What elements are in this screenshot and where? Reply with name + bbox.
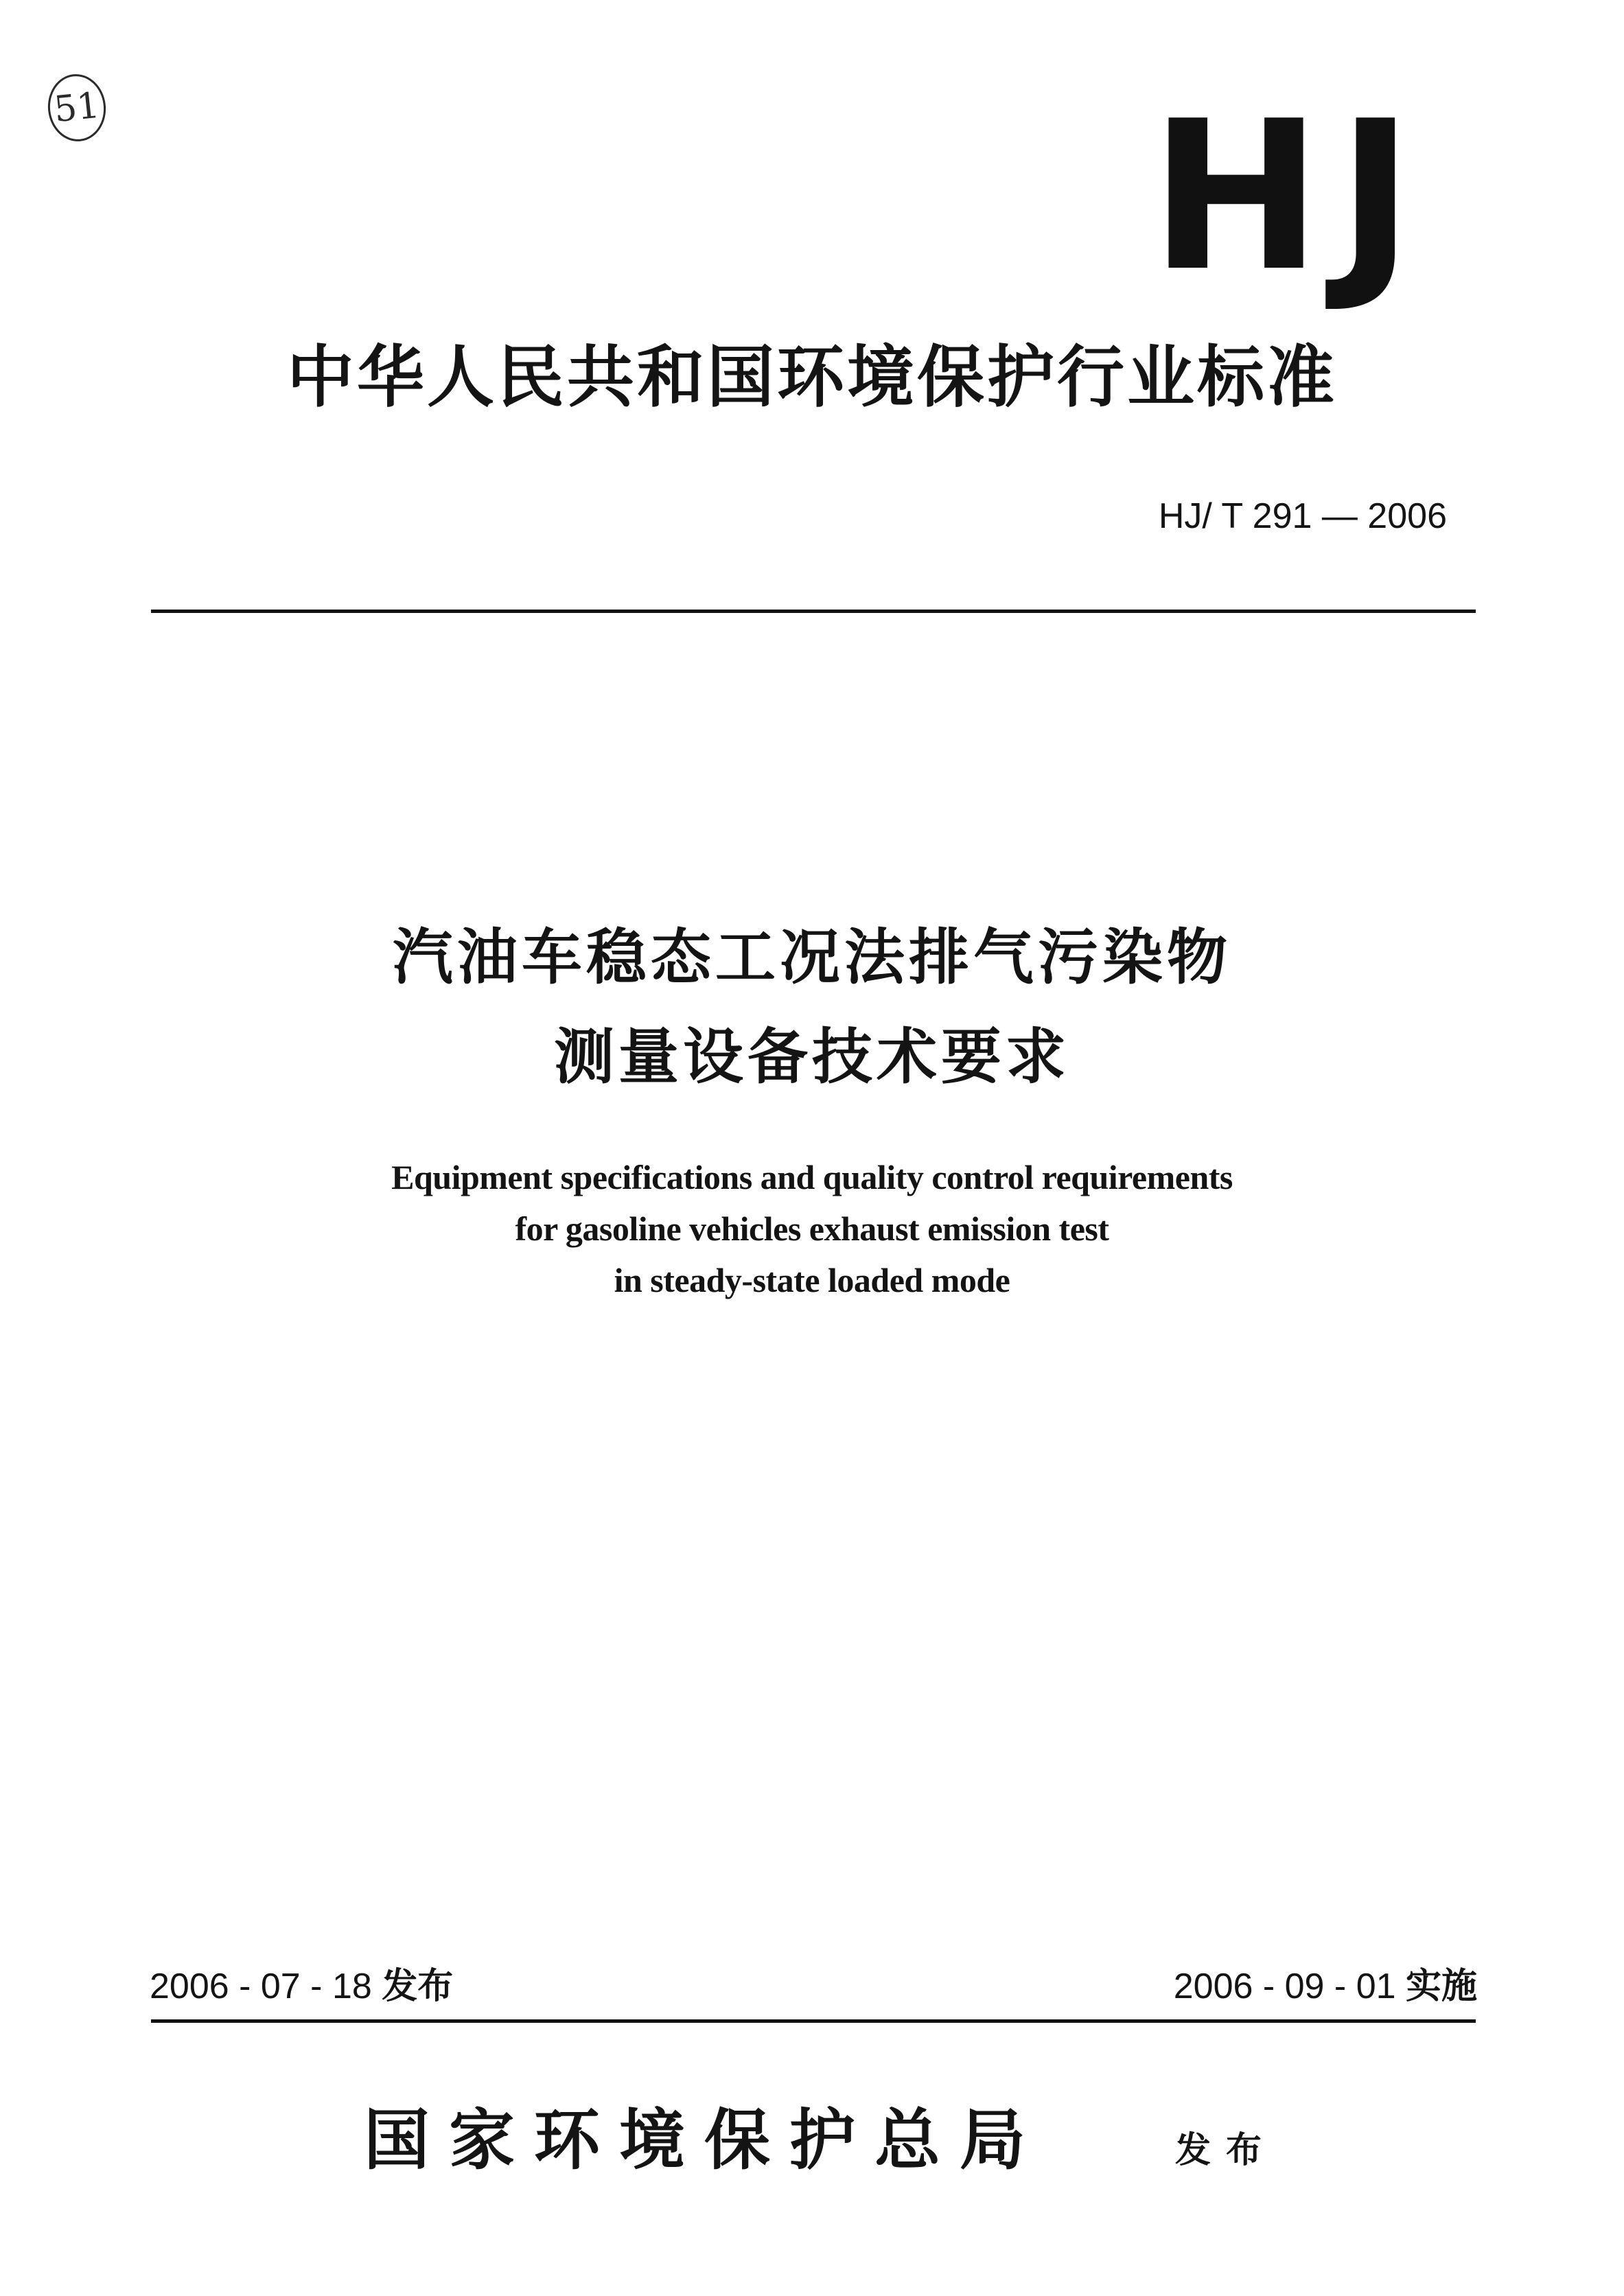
standard-category-title: 中华人民共和国环境保护行业标准 bbox=[286, 338, 1337, 417]
standard-number: HJ/ T 291 — 2006 bbox=[1158, 496, 1447, 536]
english-title-line-1: Equipment specifications and quality control requirements bbox=[391, 1158, 1233, 1196]
implementation-date-block bbox=[1174, 1964, 1477, 2008]
issue-date-block bbox=[150, 1964, 453, 2008]
issue-label: 发布 bbox=[382, 1966, 454, 2007]
issuing-authority: 国家环境保护总局 bbox=[364, 2101, 1045, 2179]
chinese-title-line-2: 测量设备技术要求 bbox=[553, 1021, 1070, 1092]
chinese-title-line-1: 汽油车稳态工况法排气污染物 bbox=[392, 922, 1231, 993]
handwritten-page-number: 51 bbox=[45, 71, 109, 144]
header-divider bbox=[151, 610, 1476, 613]
english-title-line-2: for gasoline vehicles exhaust emission test bbox=[515, 1209, 1109, 1248]
implementation-date: 2006 - 09 - 01 bbox=[1173, 1967, 1396, 2006]
issuing-action: 发布 bbox=[1175, 2129, 1277, 2171]
footer-divider bbox=[151, 2019, 1476, 2023]
english-title-line-3: in steady-state loaded mode bbox=[614, 1261, 1010, 1299]
implementation-label: 实施 bbox=[1405, 1966, 1477, 2007]
issue-date: 2006 - 07 - 18 bbox=[150, 1967, 372, 2006]
hj-logo: HJ bbox=[1150, 77, 1429, 316]
